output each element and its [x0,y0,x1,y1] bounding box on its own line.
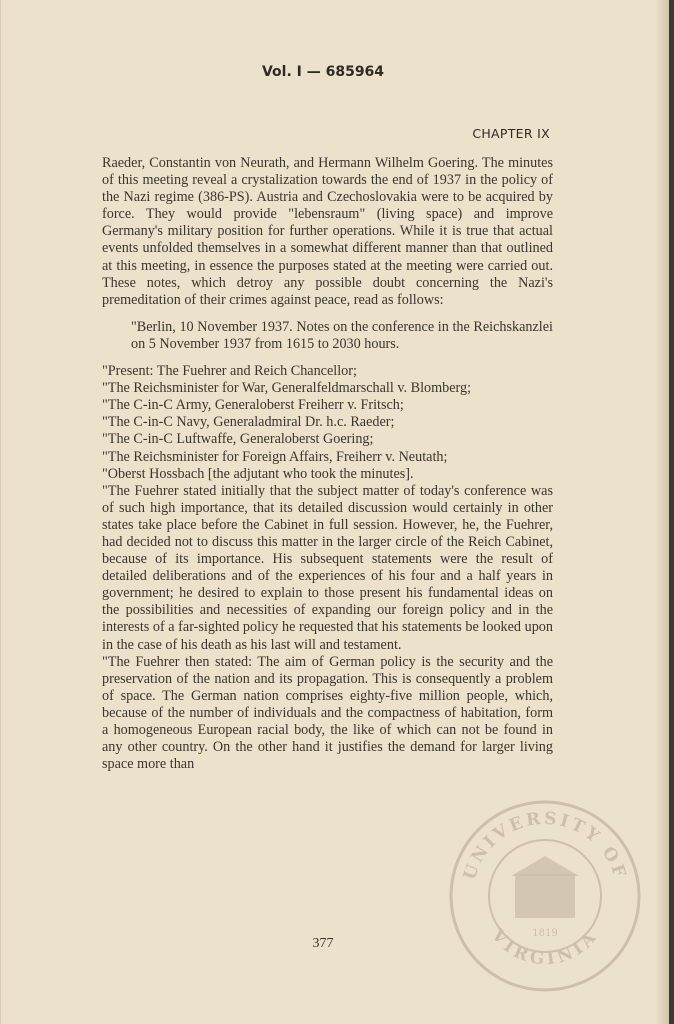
chapter-heading: CHAPTER IX [472,126,550,141]
page-number: 377 [312,936,334,951]
svg-text:1819: 1819 [532,928,558,939]
quote-paragraph-header: "Berlin, 10 November 1937. Notes on the conference in the Reichskanzlei on 5 November 1937 from 1615 to 2030 hours. [131,318,553,352]
quote-paragraph-army: "The C-in-C Army, Generaloberst Freiherr v. Fritsch; [102,397,404,414]
body-text [102,155,553,773]
quote-paragraph-war-minister: "The Reichsminister for War, Generalfeldmarschall v. Blomberg; [102,380,472,397]
quote-paragraph-present: "Present: The Fuehrer and Reich Chancellor; [102,363,357,380]
university-seal-watermark [445,796,645,996]
quote-paragraph-foreign-affairs: "The Reichsminister for Foreign Affairs, Freiherr v. Neutath; [102,448,448,465]
intro-paragraph: Raeder, Constantin von Neurath, and Hermann Wilhelm Goering. The minutes of this meeting reveal a crystalization towards the end of 1937 in the policy of the Nazi regime (386-PS). Austria and Czechoslovakia were to be acquired by force. They would provide "lebensraum" (living space) and improve Germany's military position for further operations. While it is true that actual events unfolded themselves in a somewhat different manner than that outlined at this meeting, in essence the purposes stated at the meeting were carried out. These notes, which detroy any possible doubt concerning the Nazi's premeditation of their crimes against peace, read as follows: [102,155,553,308]
volume-header: Vol. I — 685964 [261,64,385,80]
quote-paragraph-luftwaffe: "The C-in-C Luftwaffe, Generaloberst Goering; [102,431,374,448]
quote-paragraph-fuehrer-initial: "The Fuehrer stated initially that the subject matter of today's conference was of such high importance, that its detailed discussion would certainly in other states take place before the Cabinet in full session. However, he, the Fuehrer, had decided not to discuss this matter in the larger circle of the Reich Cabinet, because of its importance. His subsequent statements were the result of detailed deliberations and of the experiences of his four and a half years in government; he desired to explain to those present his fundamental ideas on the possibilities and necessities of expanding our foreign policy and in the interests of a far-sighted policy he requested that his statements be looked upon in the case of his death as his last will and testament. [102,482,553,653]
quote-paragraph-navy: "The C-in-C Navy, Generaladmiral Dr. h.c. Raeder; [102,414,395,431]
quote-paragraph-adjutant: "Oberst Hossbach [the adjutant who took the minutes]. [102,465,414,482]
svg-text:UNIVERSITY OF: UNIVERSITY OF [459,808,631,883]
quote-paragraph-fuehrer-stated: "The Fuehrer then stated: The aim of German policy is the security and the preservation of the nation and its propagation. This is consequently a problem of space. The German nation comprises eighty-five million people, which, because of the number of individuals and the compactness of habitation, form a homogeneous European racial body, the like of which can not be found in any other country. On the other hand it justifies the demand for larger living space more than [102,653,553,773]
svg-text:VIRGINIA: VIRGINIA [487,925,603,970]
